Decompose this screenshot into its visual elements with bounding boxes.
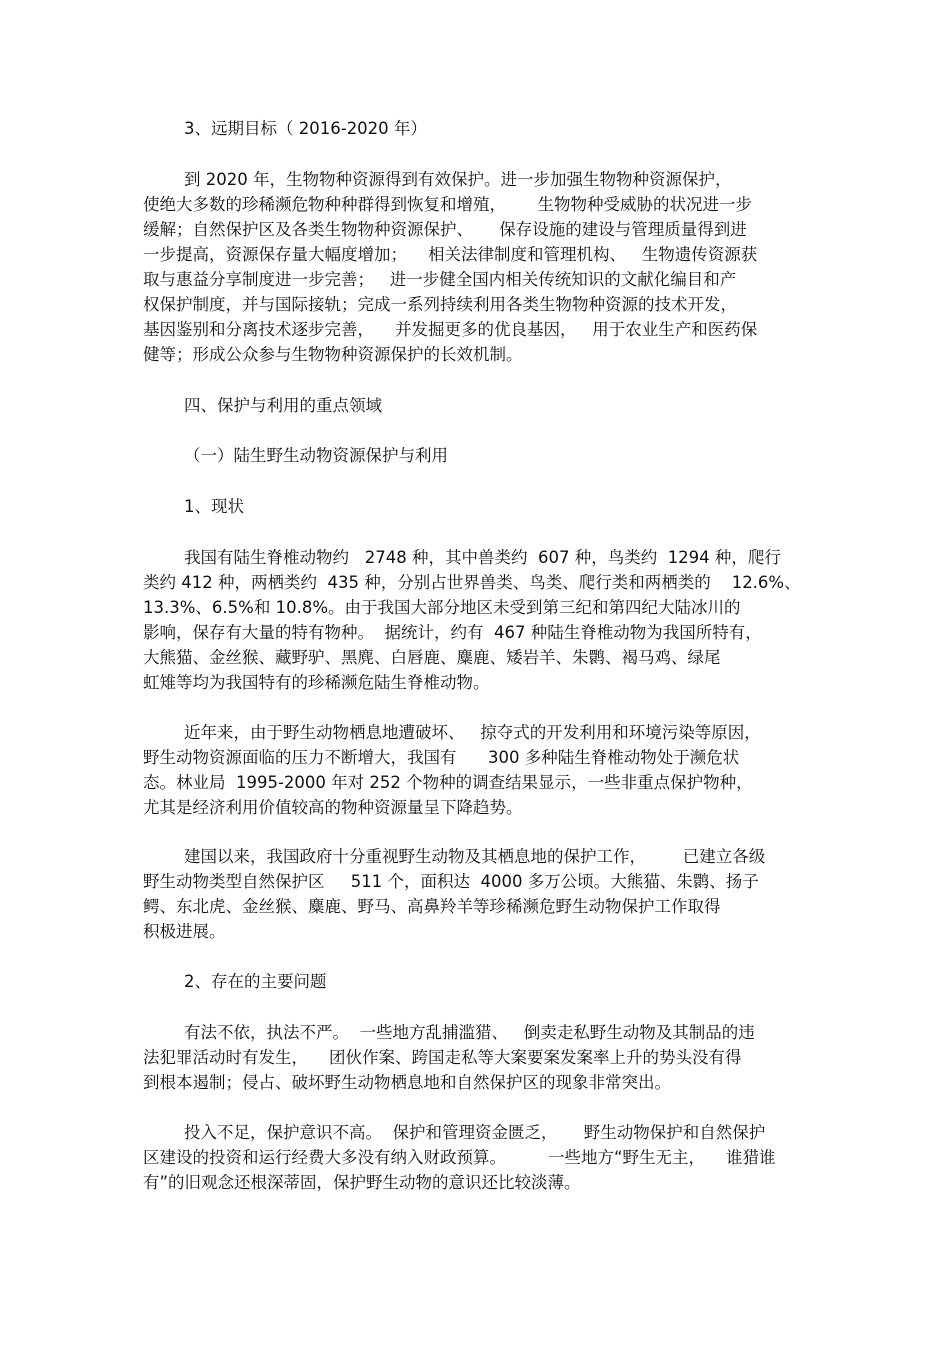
- paragraph-line: 区建设的投资和运行经费大多没有纳入财政预算。 一些地方“野生无主， 谁猎谁: [143, 1148, 776, 1167]
- paragraph-line: 影响，保存有大量的特有物种。 据统计，约有 467 种陆生脊椎动物为我国所特有，: [143, 623, 762, 642]
- paragraph-line: 大熊猫、金丝猴、藏野驴、黑麂、白唇鹿、麋鹿、矮岩羊、朱鹮、褐马鸡、绿尾: [143, 648, 721, 667]
- paragraph-line: 虹雉等均为我国特有的珍稀濒危陆生脊椎动物。: [143, 673, 490, 692]
- paragraph-line: 到根本遏制；侵占、破坏野生动物栖息地和自然保护区的现象非常突出。: [143, 1073, 671, 1092]
- paragraph-line: 取与惠益分享制度进一步完善； 进一步健全国内相关传统知识的文献化编目和产: [143, 270, 737, 289]
- paragraph-line: 有法不依，执法不严。 一些地方乱捕滥猎、 倒卖走私野生动物及其制品的违: [184, 1023, 755, 1042]
- paragraph-line: 一步提高，资源保存量大幅度增加； 相关法律制度和管理机构、 生物遗传资源获: [143, 245, 758, 264]
- paragraph-line: 健等；形成公众参与生物物种资源保护的长效机制。: [143, 345, 523, 364]
- paragraph-line: 鳄、东北虎、金丝猴、麋鹿、野马、高鼻羚羊等珍稀濒危野生动物保护工作取得: [143, 897, 721, 916]
- paragraph-line: 我国有陆生脊椎动物约 2748 种，其中兽类约 607 种，鸟类约 1294 种，爬行: [184, 548, 781, 567]
- paragraph-line: 法犯罪活动时有发生， 团伙作案、跨国走私等大案要案发案率上升的势头没有得: [143, 1048, 742, 1067]
- paragraph-line: 到 2020 年，生物物种资源得到有效保护。进一步加强生物物种资源保护，: [184, 170, 732, 189]
- subheading-main-problems: 2、存在的主要问题: [184, 972, 327, 991]
- paragraph-line: 近年来，由于野生动物栖息地遭破坏、 掠夺式的开发利用和环境污染等原因，: [184, 723, 761, 742]
- paragraph-line: 野生动物类型自然保护区 511 个，面积达 4000 多万公顷。大熊猫、朱鹮、扬子: [143, 872, 759, 891]
- paragraph-line: 使绝大多数的珍稀濒危物种种群得到恢复和增殖， 生物物种受威胁的状况进一步: [143, 195, 752, 214]
- paragraph-line: 投入不足，保护意识不高。 保护和管理资金匮乏， 野生动物保护和自然保护: [184, 1123, 766, 1142]
- paragraph-line: 有”的旧观念还根深蒂固，保护野生动物的意识还比较淡薄。: [143, 1173, 581, 1192]
- paragraph-line: 基因鉴别和分离技术逐步完善， 并发掘更多的优良基因， 用于农业生产和医药保: [143, 320, 758, 339]
- subsection-heading-terrestrial-wildlife: （一）陆生野生动物资源保护与利用: [184, 446, 448, 465]
- paragraph-line: 权保护制度，并与国际接轨；完成一系列持续利用各类生物物种资源的技术开发，: [143, 295, 737, 314]
- paragraph-line: 缓解；自然保护区及各类生物物种资源保护、 保存设施的建设与管理质量得到进: [143, 220, 747, 239]
- section-heading-key-areas: 四、保护与利用的重点领域: [184, 396, 382, 415]
- paragraph-line: 积极进展。: [143, 922, 226, 941]
- paragraph-line: 类约 412 种，两栖类约 435 种，分别占世界兽类、鸟类、爬行类和两栖类的 12.6%、: [143, 573, 801, 592]
- section-heading-long-term-goal: 3、远期目标（ 2016-2020 年）: [184, 119, 427, 138]
- subheading-status: 1、现状: [184, 497, 244, 516]
- paragraph-line: 态。林业局 1995-2000 年对 252 个物种的调查结果显示，一些非重点保护物种，: [143, 773, 753, 792]
- paragraph-line: 尤其是经济利用价值较高的物种资源量呈下降趋势。: [143, 798, 523, 817]
- paragraph-line: 13.3%、6.5%和 10.8%。由于我国大部分地区未受到第三纪和第四纪大陆冰川的: [143, 598, 741, 617]
- paragraph-line: 建国以来，我国政府十分重视野生动物及其栖息地的保护工作， 已建立各级: [184, 847, 766, 866]
- paragraph-line: 野生动物资源面临的压力不断增大，我国有 300 多种陆生脊椎动物处于濒危状: [143, 748, 740, 767]
